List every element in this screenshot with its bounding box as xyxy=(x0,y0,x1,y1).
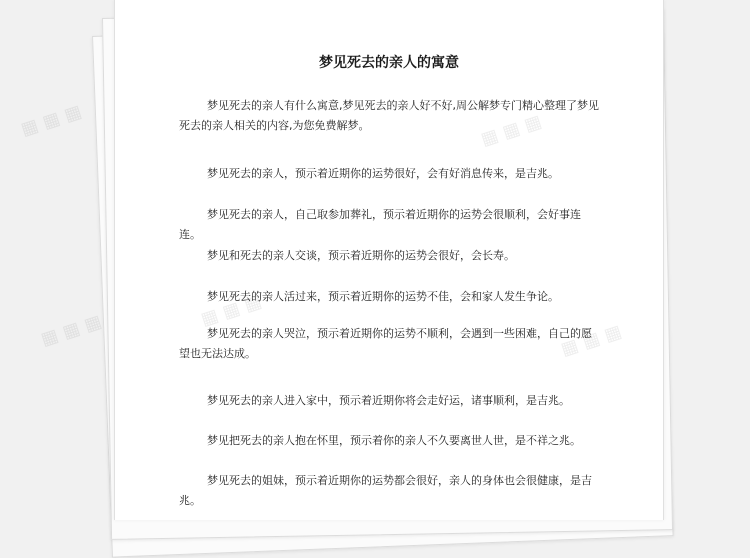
paragraph: 梦见把死去的亲人抱在怀里，预示着你的亲人不久要离世人世，是不祥之兆。 xyxy=(207,434,581,447)
paragraph: 梦见死去的亲人哭泣，预示着近期你的运势不顺利，会遇到一些困难，自己的愿望也无法达成。 xyxy=(179,327,592,360)
paragraph: 梦见死去的亲人，预示着近期你的运势很好，会有好消息传来，是吉兆。 xyxy=(207,167,559,180)
paragraph: 梦见死去的亲人活过来，预示着近期你的运势不佳，会和家人发生争论。 xyxy=(207,290,559,303)
document-title: 梦见死去的亲人的寓意 xyxy=(319,55,459,71)
paragraph: 梦见和死去的亲人交谈，预示着近期你的运势会很好，会长寿。 xyxy=(207,249,515,262)
paragraph-intro: 梦见死去的亲人有什么寓意,梦见死去的亲人好不好,周公解梦专门精心整理了梦见死去的亲人相关的内容,为您免费解梦。 xyxy=(179,99,599,132)
paragraph: 梦见死去的亲人进入家中，预示着近期你将会走好运，诸事顺利，是吉兆。 xyxy=(207,394,570,407)
watermark-pattern: ▦ ▦ ▦ xyxy=(38,310,105,351)
paragraph: 梦见死去的亲人，自己取参加葬礼，预示着近期你的运势会很顺利，会好事连连。 xyxy=(179,208,581,241)
watermark-pattern: ▦ ▦ ▦ xyxy=(18,100,85,141)
paragraph: 梦见死去的姐妹，预示着近期你的运势都会很好，亲人的身体也会很健康，是吉兆。 xyxy=(179,474,592,507)
document-page xyxy=(114,0,664,520)
